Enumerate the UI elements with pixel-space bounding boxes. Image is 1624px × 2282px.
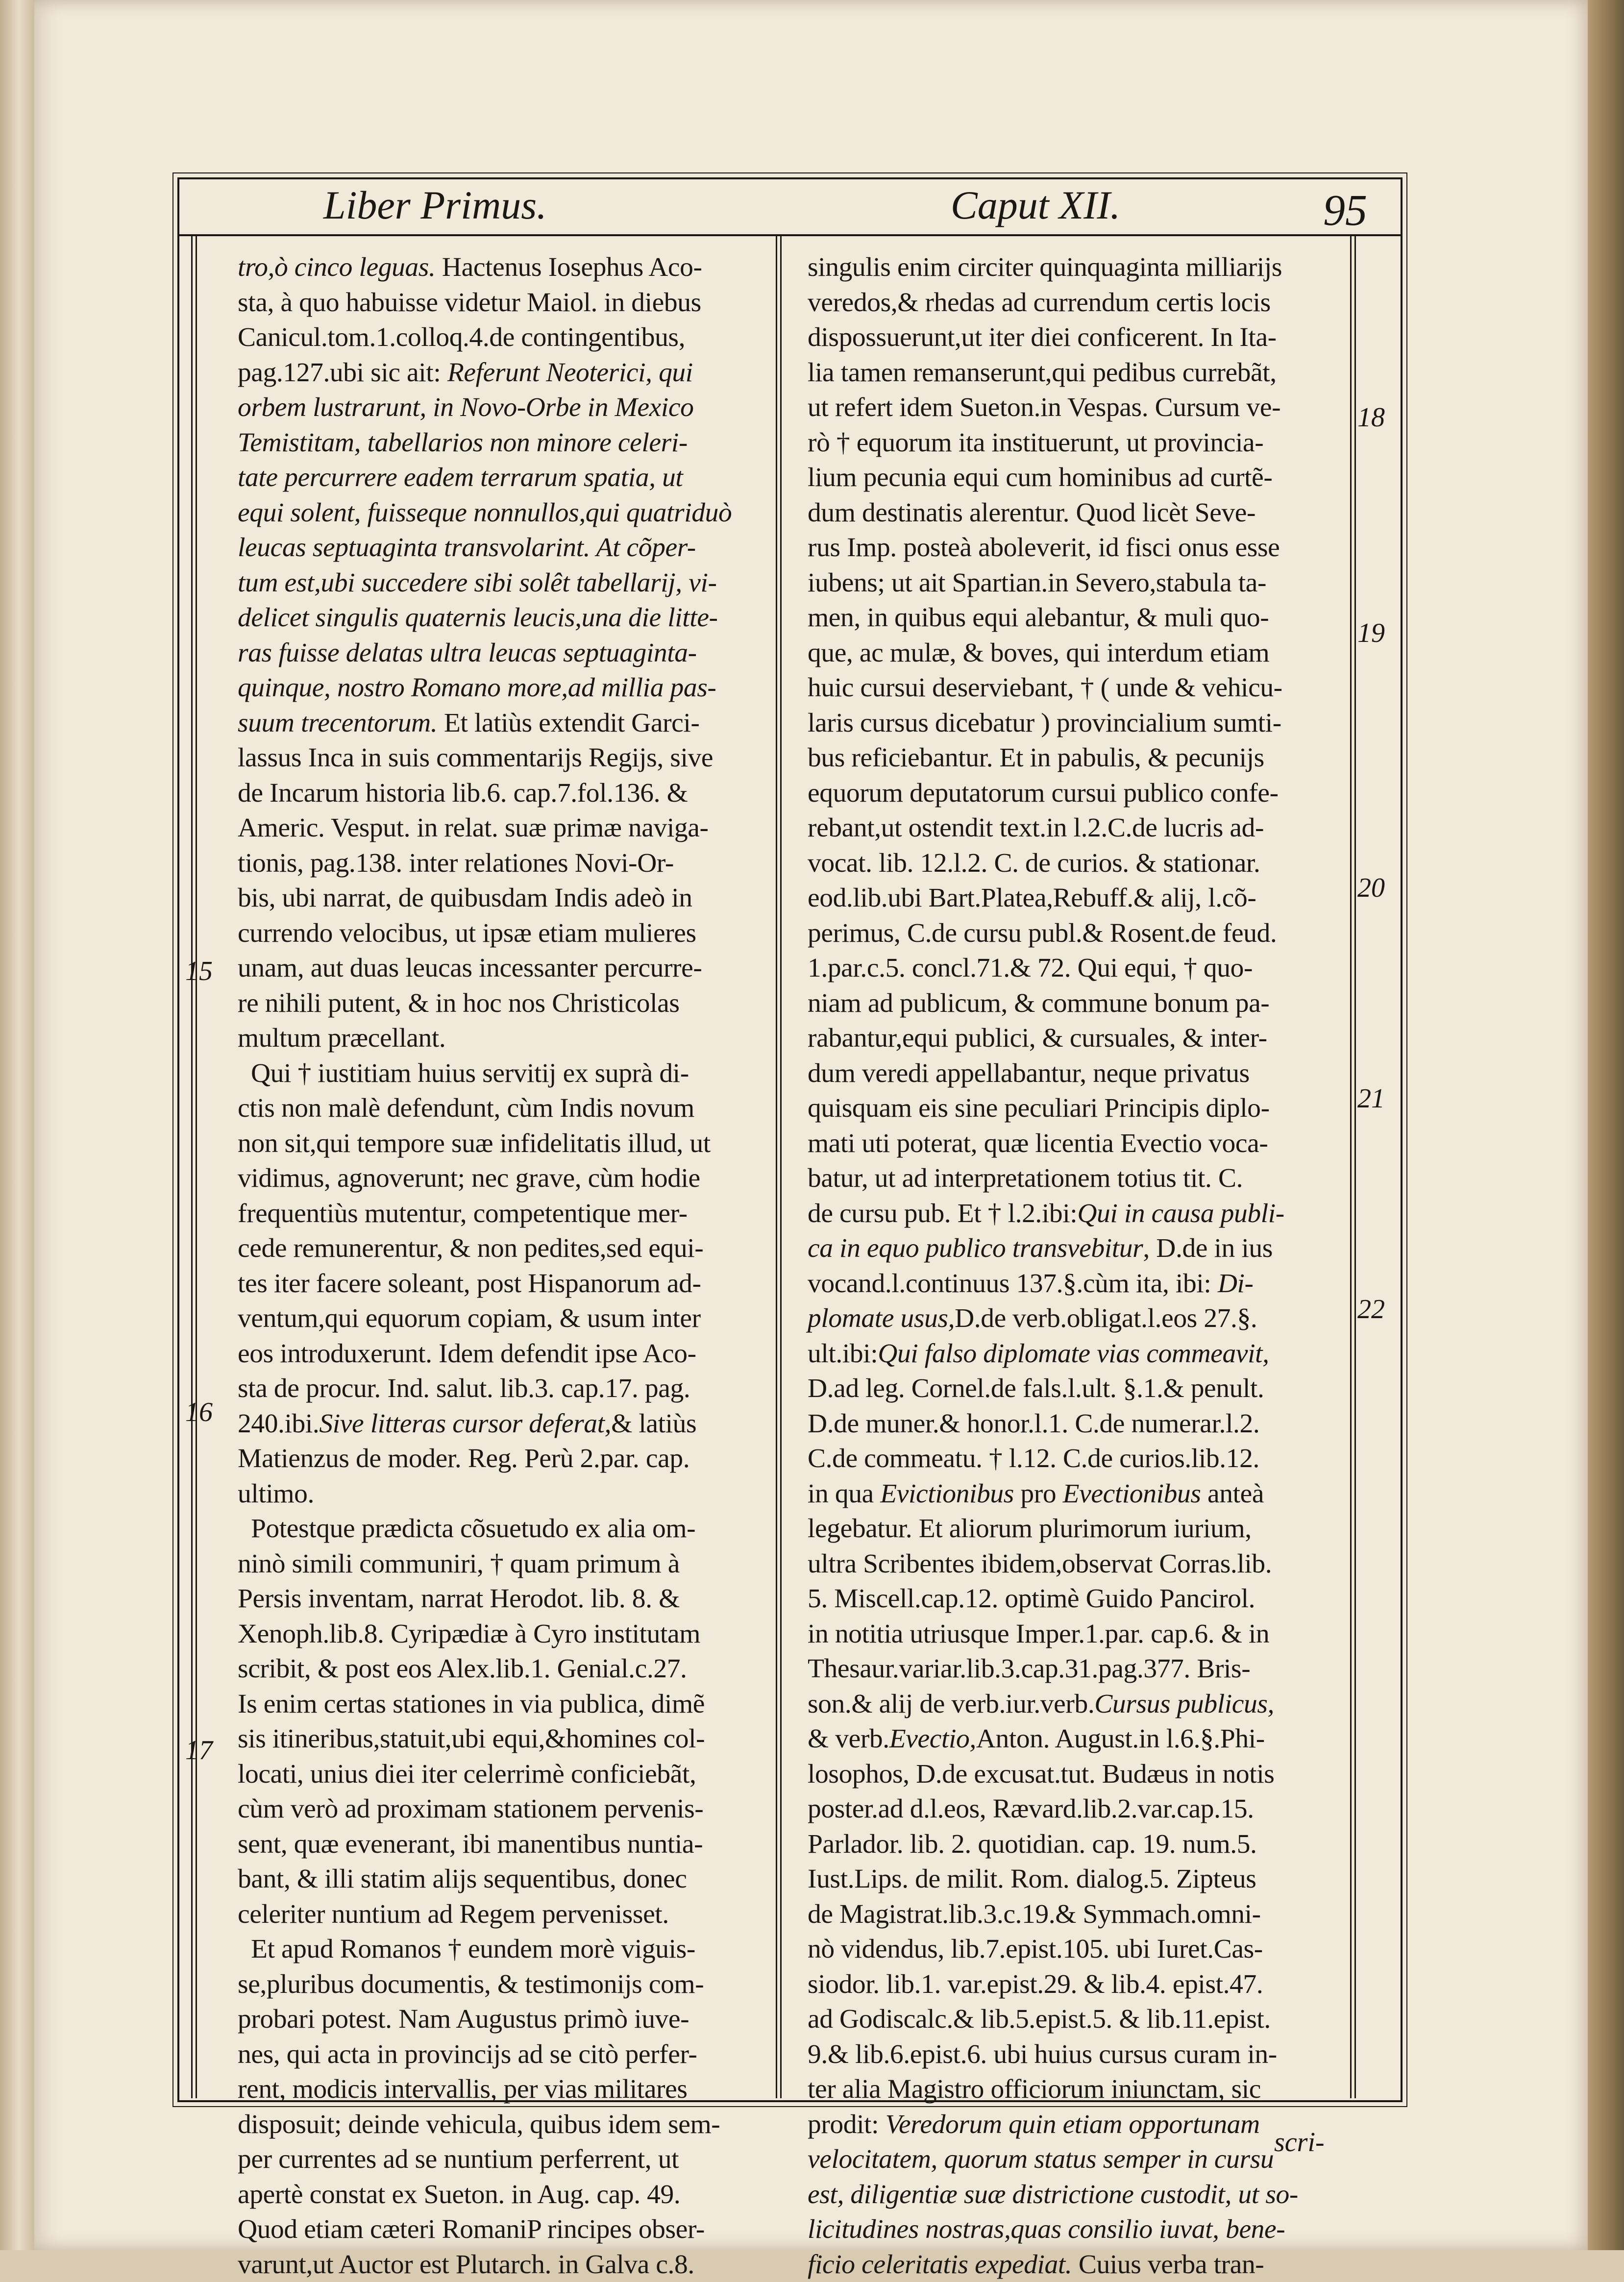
- text-segment: eos introduxerunt. Idem defendit ipse Aco-: [238, 1339, 696, 1369]
- text-segment: D.de muner.& honor.l.1. C.de numerar.l.2.: [808, 1409, 1259, 1439]
- text-segment: legebatur. Et aliorum plurimorum iurium,: [808, 1514, 1252, 1544]
- text-segment: lia tamen remanserunt,qui pedibus currebãt,: [808, 358, 1277, 388]
- text-segment: rebant,ut ostendit text.in l.2.C.de lucris ad-: [808, 813, 1264, 843]
- text-segment: in qua: [808, 1479, 880, 1509]
- text-segment: C.de commeatu. † l.12. C.de curios.lib.12.: [808, 1444, 1259, 1473]
- text-line: [808, 846, 1298, 881]
- text-segment: Et latiùs extendit Garci-: [437, 708, 699, 738]
- text-segment: anteà: [1201, 1479, 1264, 1509]
- text-line: [238, 1932, 732, 1967]
- text-line: [808, 1721, 1298, 1757]
- text-line: [238, 1862, 732, 1897]
- text-segment: huic cursui deserviebant, † ( unde & vehicu-: [808, 673, 1282, 703]
- text-line: [808, 495, 1298, 531]
- text-line: [808, 1757, 1298, 1792]
- text-line: [238, 1791, 732, 1827]
- left-outer-rule: [191, 236, 197, 2098]
- text-segment: lium pecunia equi cum hominibus ad curtẽ-: [808, 463, 1272, 492]
- text-segment: se,pluribus documentis, & testimonijs com-: [238, 1969, 704, 1999]
- text-line: [238, 2142, 732, 2177]
- text-line: [238, 1336, 732, 1372]
- text-segment: 240.ibi.: [238, 1409, 319, 1439]
- text-segment: ninò simili communiri, † quam primum à: [238, 1549, 680, 1579]
- text-line: [238, 1056, 732, 1091]
- text-line: [238, 250, 732, 285]
- text-line: [238, 390, 732, 425]
- text-segment: Matienzus de moder. Reg. Perù 2.par. cap.: [238, 1444, 689, 1473]
- page-number: 95: [1323, 185, 1367, 236]
- text-segment: disposuit; deinde vehicula, quibus idem sem-: [238, 2110, 720, 2139]
- text-segment: bis, ubi narrat, de quibusdam Indis adeò in: [238, 883, 692, 913]
- margin-number-right: 20: [1357, 872, 1385, 904]
- text-line: [238, 1301, 732, 1336]
- text-segment: vocat. lib. 12.l.2. C. de curios. & stationar.: [808, 848, 1260, 878]
- text-segment: Evectionibus: [1063, 1479, 1201, 1509]
- text-line: [808, 1371, 1298, 1406]
- text-line: [238, 1651, 732, 1687]
- text-segment: Parlador. lib. 2. quotidian. cap. 19. num.5.: [808, 1829, 1257, 1859]
- text-line: [238, 285, 732, 320]
- text-segment: rus Imp. posteà aboleverit, id fisci onus esse: [808, 533, 1280, 563]
- text-segment: laris cursus dicebatur ) provincialium sumti-: [808, 708, 1281, 738]
- text-line: [238, 881, 732, 916]
- text-segment: mati uti poterat, quæ licentia Evectio voca-: [808, 1129, 1268, 1158]
- text-segment: ca in equo publico transvebitur: [808, 1233, 1143, 1263]
- text-segment: equorum deputatorum cursui publico confe-: [808, 778, 1279, 808]
- text-segment: sis itineribus,statuit,ubi equi,&homines col-: [238, 1724, 705, 1754]
- text-line: [808, 1791, 1298, 1827]
- text-line: [238, 565, 732, 601]
- text-segment: Xenoph.lib.8. Cyripædiæ à Cyro institutam: [238, 1619, 700, 1649]
- text-line: [238, 2037, 732, 2072]
- text-segment: bant, & illi statim alijs sequentibus, donec: [238, 1864, 687, 1894]
- text-segment: Potestque prædicta cõsuetudo ex alia om-: [238, 1514, 695, 1544]
- text-segment: niam ad publicum, & commune bonum pa-: [808, 988, 1269, 1018]
- text-line: [238, 670, 732, 706]
- text-line: [808, 355, 1298, 391]
- catchword: scri-: [1274, 2127, 1325, 2158]
- text-line: [238, 1546, 732, 1582]
- text-line: [238, 1511, 732, 1546]
- text-line: [808, 1546, 1298, 1582]
- text-line: [238, 2072, 732, 2107]
- text-line: [808, 1862, 1298, 1897]
- text-line: [238, 2177, 732, 2212]
- text-segment: rabantur,equi publici, & cursuales, & inter-: [808, 1023, 1267, 1053]
- text-segment: tes iter facere soleant, post Hispanorum ad-: [238, 1269, 701, 1299]
- text-segment: 9.& lib.6.epist.6. ubi huius cursus curam in-: [808, 2039, 1277, 2069]
- text-line: [808, 425, 1298, 461]
- previous-page-edge: [0, 0, 34, 2250]
- text-line: [238, 530, 732, 565]
- text-segment: Qui falso diplomate vias commeavit,: [878, 1339, 1269, 1369]
- text-line: [808, 986, 1298, 1021]
- margin-number-right: 21: [1357, 1083, 1385, 1114]
- margin-number-right: 22: [1357, 1294, 1385, 1325]
- text-segment: men, in quibus equi alebantur, & muli quo-: [808, 603, 1269, 633]
- text-line: [238, 600, 732, 636]
- text-line: [238, 1897, 732, 1932]
- text-line: [808, 1651, 1298, 1687]
- text-line: [238, 1021, 732, 1056]
- text-segment: Referunt Neoterici, qui: [447, 358, 693, 388]
- text-segment: apertè constat ex Sueton. in Aug. cap. 49.: [238, 2180, 680, 2209]
- text-segment: quisquam eis sine peculiari Principis diplo-: [808, 1093, 1270, 1123]
- text-segment: dum destinatis alerentur. Quod licèt Seve-: [808, 498, 1255, 528]
- text-line: [808, 1231, 1298, 1266]
- text-segment: nò videndus, lib.7.epist.105. ubi Iuret.Cas-: [808, 1934, 1263, 1964]
- text-segment: nes, qui acta in provincijs ad se citò perfer-: [238, 2039, 697, 2069]
- text-segment: est, diligentiæ suæ districtione custodit, ut so-: [808, 2180, 1298, 2209]
- text-segment: Cuius verba tran-: [1072, 2250, 1264, 2280]
- text-line: [808, 881, 1298, 916]
- margin-number-left: 15: [185, 956, 213, 987]
- text-segment: ut refert idem Sueton.in Vespas. Cursum ve-: [808, 393, 1280, 422]
- text-line: [238, 320, 732, 355]
- text-segment: vidimus, agnoverunt; nec grave, cùm hodie: [238, 1163, 700, 1193]
- text-line: [808, 706, 1298, 741]
- left-text-column: [238, 250, 732, 2282]
- text-segment: poster.ad d.l.eos, Rævard.lib.2.var.cap.15.: [808, 1794, 1254, 1824]
- text-segment: tum est,ubi succedere sibi solêt tabellarij, vi-: [238, 568, 717, 598]
- text-line: [238, 2002, 732, 2037]
- text-segment: sent, quæ evenerant, ibi manentibus nuntia-: [238, 1829, 703, 1859]
- text-segment: Americ. Vesput. in relat. suæ primæ naviga-: [238, 813, 709, 843]
- text-segment: Evictionibus: [880, 1479, 1014, 1509]
- text-line: [238, 636, 732, 671]
- text-segment: cùm verò ad proximam stationem pervenis-: [238, 1794, 703, 1824]
- text-line: [808, 1196, 1298, 1231]
- text-line: [238, 1687, 732, 1722]
- text-line: [808, 1091, 1298, 1126]
- running-head-right: Caput XII.: [951, 182, 1120, 228]
- text-segment: perimus, C.de cursu publ.& Rosent.de feud.: [808, 918, 1277, 948]
- text-segment: Temistitam, tabellarios non minore celeri-: [238, 428, 688, 458]
- text-line: [238, 740, 732, 776]
- text-line: [808, 670, 1298, 706]
- text-segment: Di-: [1218, 1269, 1254, 1299]
- text-line: [238, 1757, 732, 1792]
- text-line: [238, 986, 732, 1021]
- text-segment: losophos, D.de excusat.tut. Budæus in notis: [808, 1759, 1275, 1789]
- text-segment: Cursus publicus,: [1094, 1689, 1274, 1719]
- text-segment: delicet singulis quaternis leucis,una die litte-: [238, 603, 718, 633]
- text-segment: 5. Miscell.cap.12. optimè Guido Pancirol.: [808, 1584, 1255, 1614]
- text-segment: probari potest. Nam Augustus primò iuve-: [238, 2004, 689, 2034]
- text-line: [808, 1967, 1298, 2002]
- text-line: [808, 1617, 1298, 1652]
- text-line: [808, 2107, 1298, 2142]
- text-line: [238, 2247, 732, 2282]
- margin-number-right: 18: [1357, 402, 1385, 433]
- text-line: [238, 2212, 732, 2247]
- text-segment: de Incarum historia lib.6. cap.7.fol.136. &: [238, 778, 688, 808]
- text-segment: que, ac mulæ, & boves, qui interdum etiam: [808, 638, 1269, 668]
- text-line: [808, 740, 1298, 776]
- text-line: [238, 1617, 732, 1652]
- text-segment: cede remunerentur, & non pedites,sed equi-: [238, 1233, 703, 1263]
- text-segment: ter alia Magistro officiorum iniunctam, sic: [808, 2074, 1261, 2104]
- text-segment: eod.lib.ubi Bart.Platea,Rebuff.& alij, l.cõ-: [808, 883, 1256, 913]
- text-segment: sta, à quo habuisse videtur Maiol. in diebus: [238, 288, 701, 318]
- text-line: [238, 916, 732, 951]
- text-line: [808, 1581, 1298, 1617]
- text-segment: Quod etiam cæteri RomaniP rincipes obser-: [238, 2214, 705, 2244]
- text-segment: & verb.: [808, 1724, 889, 1754]
- text-segment: Canicul.tom.1.colloq.4.de contingentibus,: [238, 322, 685, 352]
- text-line: [808, 1336, 1298, 1372]
- text-segment: rent, modicis intervallis, per vias militares: [238, 2074, 688, 2104]
- text-line: [808, 636, 1298, 671]
- text-line: [808, 600, 1298, 636]
- text-line: [808, 776, 1298, 811]
- text-segment: bus reficiebantur. Et in pabulis, & pecunijs: [808, 743, 1264, 773]
- text-segment: orbem lustrarunt, in Novo-Orbe in Mexico: [238, 393, 693, 422]
- text-line: [808, 250, 1298, 285]
- text-line: [238, 1371, 732, 1406]
- text-line: [808, 1932, 1298, 1967]
- text-line: [238, 706, 732, 741]
- text-line: [808, 565, 1298, 601]
- text-segment: tionis, pag.138. inter relationes Novi-Or-: [238, 848, 674, 878]
- text-segment: equi solent, fuisseque nonnullos,qui quatriduò: [238, 498, 732, 528]
- text-line: [238, 951, 732, 986]
- text-segment: Thesaur.variar.lib.3.cap.31.pag.377. Bris-: [808, 1654, 1250, 1684]
- text-segment: leucas septuaginta transvolarint. At cõper-: [238, 533, 696, 563]
- text-segment: velocitatem, quorum status semper in cursu: [808, 2144, 1274, 2174]
- text-segment: pag.127.ubi sic ait:: [238, 358, 447, 388]
- text-segment: dispossuerunt,ut iter diei conficerent. In Ita-: [808, 322, 1277, 352]
- text-line: [808, 1406, 1298, 1442]
- text-segment: licitudines nostras,quas consilio iuvat, bene-: [808, 2214, 1285, 2244]
- text-line: [238, 1441, 732, 1476]
- text-line: [808, 460, 1298, 495]
- text-segment: siodor. lib.1. var.epist.29. & lib.4. epist.47.: [808, 1969, 1263, 1999]
- text-line: [808, 285, 1298, 320]
- text-segment: locati, unius diei iter celerrimè conficiebãt,: [238, 1759, 696, 1789]
- text-segment: ultra Scribentes ibidem,observat Corras.lib.: [808, 1549, 1272, 1579]
- text-segment: & latiùs: [611, 1409, 696, 1439]
- text-line: [808, 810, 1298, 846]
- text-segment: ras fuisse delatas ultra leucas septuaginta-: [238, 638, 697, 668]
- text-segment: lassus Inca in suis commentarijs Regijs, sive: [238, 743, 713, 773]
- text-line: [808, 2037, 1298, 2072]
- text-line: [808, 1687, 1298, 1722]
- text-line: [808, 1476, 1298, 1512]
- text-line: [808, 1441, 1298, 1476]
- text-segment: , D.de in ius: [1143, 1233, 1273, 1263]
- text-segment: singulis enim circiter quinquaginta milliarijs: [808, 252, 1282, 282]
- text-line: [808, 320, 1298, 355]
- text-line: [808, 530, 1298, 565]
- text-segment: quinque, nostro Romano more,ad millia pas-: [238, 673, 716, 703]
- text-segment: scribit, & post eos Alex.lib.1. Genial.c.27.: [238, 1654, 687, 1684]
- text-line: [808, 2247, 1298, 2282]
- text-segment: tro,ò cinco leguas.: [238, 252, 435, 282]
- text-segment: Anton. August.in l.6.§.Phi-: [976, 1724, 1265, 1754]
- text-line: [238, 460, 732, 495]
- text-line: [808, 2072, 1298, 2107]
- text-segment: 1.par.c.5. concl.71.& 72. Qui equi, † quo-: [808, 953, 1253, 983]
- text-segment: sta de procur. Ind. salut. lib.3. cap.17. pag.: [238, 1374, 690, 1403]
- text-segment: pro: [1014, 1479, 1063, 1509]
- text-segment: per currentes ad se nuntium perferrent, ut: [238, 2144, 679, 2174]
- text-line: [238, 1967, 732, 2002]
- text-line: [238, 1406, 732, 1442]
- text-line: [808, 2142, 1298, 2177]
- text-line: [808, 2177, 1298, 2212]
- text-line: [238, 1091, 732, 1126]
- text-segment: Persis inventam, narrat Herodot. lib. 8. &: [238, 1584, 680, 1614]
- text-line: [238, 810, 732, 846]
- right-outer-rule: [1350, 236, 1356, 2098]
- right-text-column: [808, 250, 1298, 2282]
- column-divider: [776, 236, 782, 2098]
- text-segment: suum trecentorum.: [238, 708, 437, 738]
- text-segment: ficio celeritatis expediat.: [808, 2250, 1072, 2280]
- text-line: [238, 495, 732, 531]
- text-line: [808, 1301, 1298, 1336]
- text-segment: Is enim certas stationes in via publica, dimẽ: [238, 1689, 705, 1719]
- text-segment: Iust.Lips. de milit. Rom. dialog.5. Zipteus: [808, 1864, 1256, 1894]
- text-line: [238, 425, 732, 461]
- text-line: [808, 2002, 1298, 2037]
- text-line: [808, 1161, 1298, 1196]
- text-segment: in notitia utriusque Imper.1.par. cap.6. & in: [808, 1619, 1269, 1649]
- text-line: [238, 1231, 732, 1266]
- text-segment: tate percurrere eadem terrarum spatia, ut: [238, 463, 683, 492]
- text-line: [808, 390, 1298, 425]
- text-line: [808, 1827, 1298, 1862]
- text-segment: iubens; ut ait Spartian.in Severo,stabula ta-: [808, 568, 1266, 598]
- text-segment: ultimo.: [238, 1479, 314, 1509]
- page-fore-edge: [1588, 0, 1624, 2250]
- text-line: [808, 1511, 1298, 1546]
- margin-number-left: 16: [185, 1397, 213, 1428]
- text-line: [238, 2107, 732, 2142]
- text-line: [238, 846, 732, 881]
- text-line: [808, 1266, 1298, 1301]
- text-segment: Et apud Romanos † eundem morè viguis-: [238, 1934, 695, 1964]
- running-head-left: Liber Primus.: [323, 182, 547, 228]
- text-line: [238, 1827, 732, 1862]
- text-segment: prodit:: [808, 2110, 886, 2139]
- text-segment: ctis non malè defendunt, cùm Indis novum: [238, 1093, 694, 1123]
- text-segment: de cursu pub. Et † l.2.ibi:: [808, 1199, 1077, 1228]
- text-line: [238, 1126, 732, 1161]
- text-segment: multum præcellant.: [238, 1023, 445, 1053]
- text-segment: de Magistrat.lib.3.c.19.& Symmach.omni-: [808, 1899, 1261, 1929]
- text-segment: dum veredi appellabantur, neque privatus: [808, 1058, 1250, 1088]
- text-segment: ad Godiscalc.& lib.5.epist.5. & lib.11.epist.: [808, 2004, 1271, 2034]
- header-rule: [177, 234, 1403, 236]
- text-line: [238, 776, 732, 811]
- text-line: [238, 1266, 732, 1301]
- text-segment: Sive litteras cursor deferat,: [319, 1409, 611, 1439]
- text-line: [238, 1161, 732, 1196]
- text-line: [238, 1581, 732, 1617]
- text-segment: vocand.l.continuus 137.§.cùm ita, ibi:: [808, 1269, 1218, 1299]
- text-line: [808, 1126, 1298, 1161]
- text-segment: non sit,qui tempore suæ infidelitatis illud, ut: [238, 1129, 711, 1158]
- text-segment: ventum,qui equorum copiam, & usum inter: [238, 1303, 701, 1333]
- text-line: [808, 1021, 1298, 1056]
- text-segment: frequentiùs mutentur, competentique mer-: [238, 1199, 688, 1228]
- text-line: [238, 1721, 732, 1757]
- text-line: [808, 2212, 1298, 2247]
- text-segment: varunt,ut Auctor est Plutarch. in Galva c.8.: [238, 2250, 694, 2280]
- text-segment: rò † equorum ita instituerunt, ut provincia-: [808, 428, 1263, 458]
- text-segment: Qui in causa publi-: [1077, 1199, 1284, 1228]
- text-line: [238, 1476, 732, 1512]
- text-segment: Veredorum quin etiam opportunam: [886, 2110, 1260, 2139]
- text-line: [808, 951, 1298, 986]
- text-segment: D.ad leg. Cornel.de fals.l.ult. §.1.& penult.: [808, 1374, 1264, 1403]
- text-segment: veredos,& rhedas ad currendum certis locis: [808, 288, 1271, 318]
- text-segment: ult.ibi:: [808, 1339, 878, 1369]
- text-segment: Qui † iustitiam huius servitij ex suprà di-: [238, 1058, 689, 1088]
- text-segment: re nihili putent, & in hoc nos Christicolas: [238, 988, 680, 1018]
- text-segment: Evectio,: [889, 1724, 976, 1754]
- text-line: [238, 355, 732, 391]
- text-segment: plomate usus,: [808, 1303, 955, 1333]
- text-line: [808, 916, 1298, 951]
- text-segment: Hactenus Iosephus Aco-: [435, 252, 702, 282]
- text-segment: D.de verb.obligat.l.eos 27.§.: [955, 1303, 1257, 1333]
- text-line: [808, 1897, 1298, 1932]
- text-segment: unam, aut duas leucas incessanter percurre-: [238, 953, 702, 983]
- margin-number-left: 17: [185, 1735, 213, 1766]
- text-segment: batur, ut ad interpretationem totius tit. C.: [808, 1163, 1243, 1193]
- text-line: [808, 1056, 1298, 1091]
- text-segment: son.& alij de verb.iur.verb.: [808, 1689, 1094, 1719]
- margin-number-right: 19: [1357, 617, 1385, 649]
- text-segment: currendo velocibus, ut ipsæ etiam mulieres: [238, 918, 696, 948]
- text-segment: celeriter nuntium ad Regem pervenisset.: [238, 1899, 669, 1929]
- text-line: [238, 1196, 732, 1231]
